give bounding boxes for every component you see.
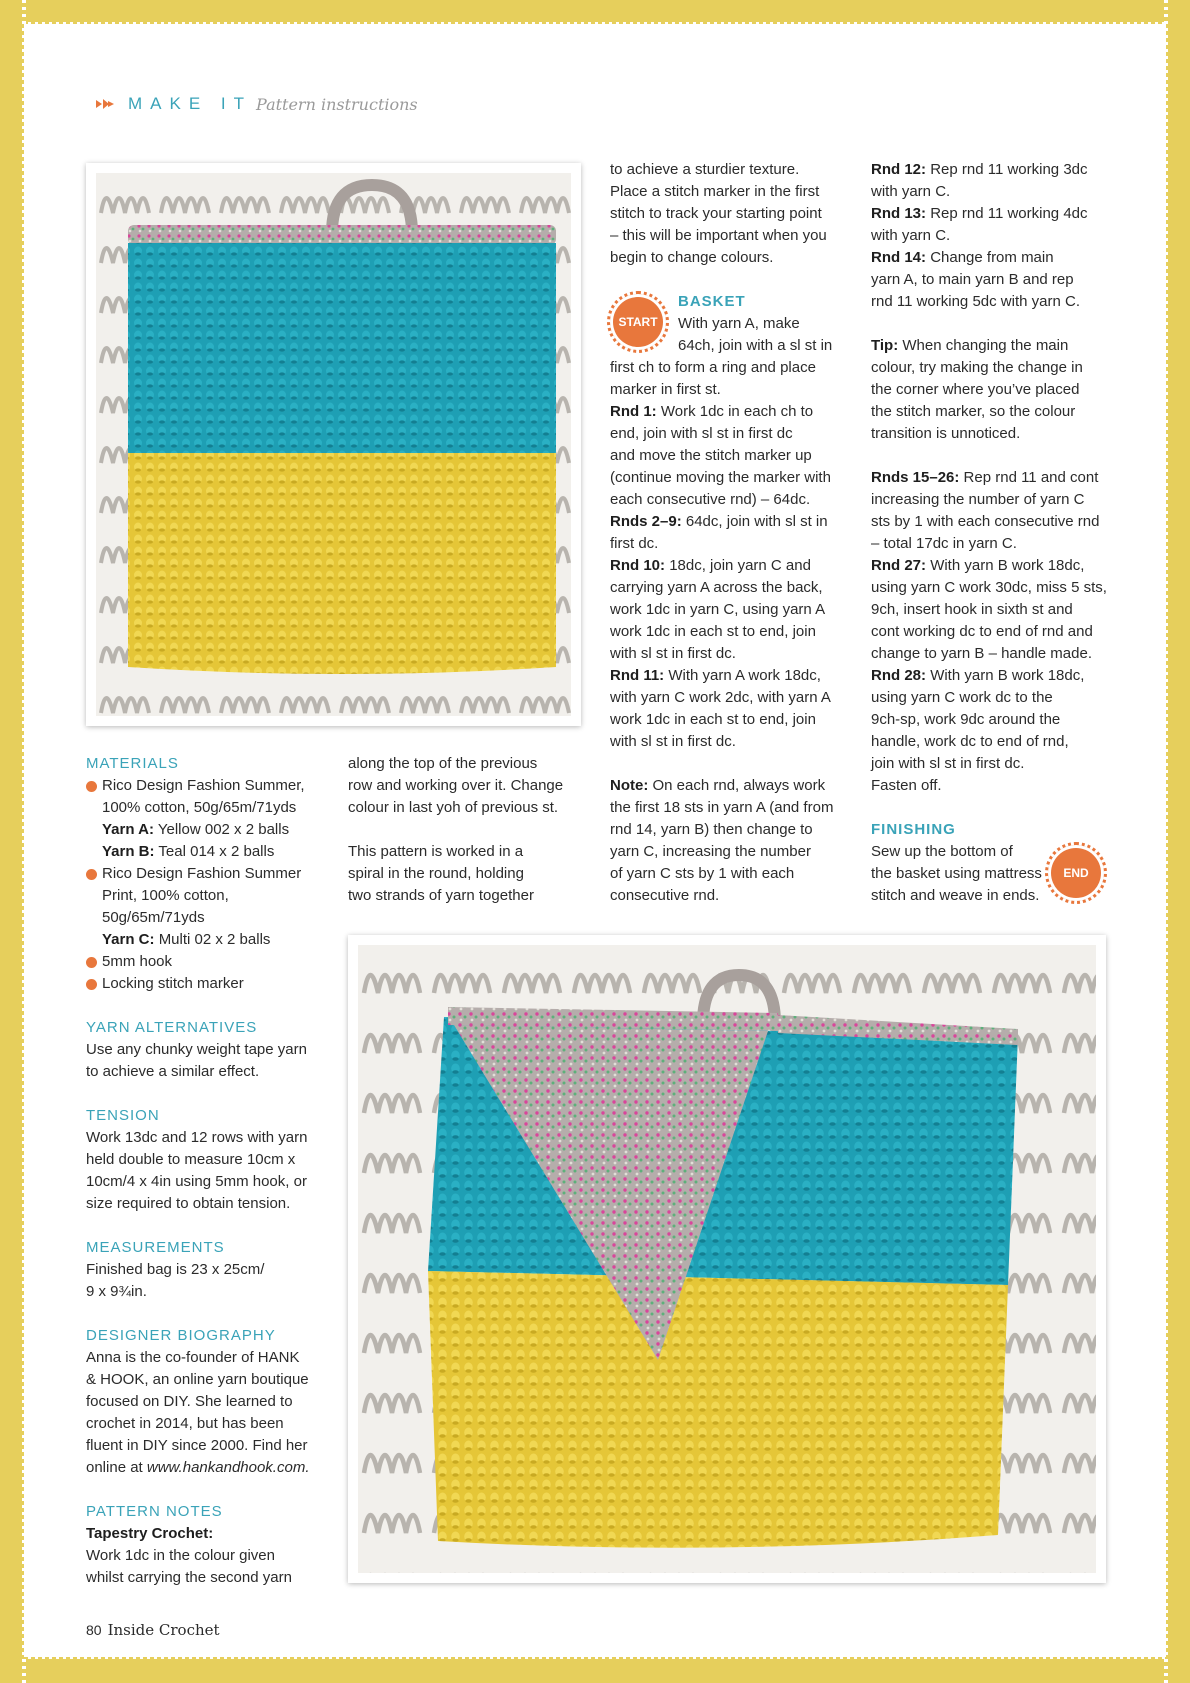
body-text: – this will be important when you [610, 227, 827, 244]
body-text: using yarn C work 30dc, miss 5 sts, [871, 579, 1107, 596]
material-text: Print, 100% cotton, [102, 887, 229, 904]
body-text: 9ch-sp, work 9dc around the [871, 711, 1061, 728]
page-border-right [1166, 0, 1190, 1683]
body-text: to achieve a sturdier texture. [610, 161, 800, 178]
body-text: join with sl st in first dc. [871, 755, 1025, 772]
material-item [86, 951, 326, 973]
pattern-notes-heading: PATTERN NOTES [86, 1503, 223, 1520]
body-text: Rep rnd 11 and cont [963, 469, 1099, 486]
round-label: Rnd 10: [610, 557, 666, 574]
body-text: to achieve a similar effect. [86, 1063, 260, 1080]
column-three [610, 159, 860, 907]
body-text: rnd 11 working 5dc with yarn C. [871, 293, 1080, 310]
body-text [86, 1457, 326, 1479]
body-text: the basket using mattress [871, 865, 1042, 882]
body-text: stitch and weave in ends. [871, 887, 1040, 904]
yarn-c-value: Multi 02 x 2 balls [158, 931, 271, 948]
body-text: with yarn C work 2dc, with yarn A [610, 689, 831, 706]
body-text: This pattern is worked in a [348, 843, 524, 860]
body-text: increasing the number of yarn C [871, 491, 1085, 508]
body-text: held double to measure 10cm x [86, 1151, 296, 1168]
body-text: whilst carrying the second yarn [86, 1569, 292, 1586]
column-two [348, 753, 588, 907]
yarn-a-line [102, 819, 326, 841]
section-title: MAKE IT [128, 94, 253, 113]
body-text: consecutive rnd. [610, 887, 720, 904]
round-label: Rnds 15–26: [871, 469, 960, 486]
column-four [871, 159, 1121, 907]
section-header [96, 94, 418, 114]
material-text: 5mm hook [102, 953, 173, 970]
page-number: 80 [86, 1622, 102, 1638]
material-text: Locking stitch marker [102, 975, 244, 992]
yarn-a-value: Yellow 002 x 2 balls [157, 821, 290, 838]
body-text: With yarn A, make [678, 315, 800, 332]
body-text: Fasten off. [871, 777, 942, 794]
body-text: first dc. [610, 535, 659, 552]
body-text: colour, try making the change in [871, 359, 1083, 376]
start-badge: START [610, 294, 666, 350]
body-text: row and working over it. Change [348, 777, 564, 794]
material-text: 100% cotton, 50g/65m/71yds [102, 799, 297, 816]
section-subtitle: Pattern instructions [256, 94, 418, 114]
basket-triangle-image [358, 945, 1096, 1573]
yarn-b-label: Yarn B: [102, 843, 155, 860]
double-arrow-icon [96, 97, 116, 111]
body-text: the stitch marker, so the colour [871, 403, 1076, 420]
body-text: stitch to track your starting point [610, 205, 822, 222]
magazine-name: Inside Crochet [107, 1621, 220, 1639]
body-text: 9ch, insert hook in sixth st and [871, 601, 1073, 618]
body-text: Rep rnd 11 working 4dc [930, 205, 1088, 222]
body-text: 64dc, join with sl st in [685, 513, 828, 530]
body-text: rnd 14, yarn B) then change to [610, 821, 813, 838]
body-text: (continue moving the marker with [610, 469, 831, 486]
body-text: work 1dc in yarn C, using yarn A [610, 601, 826, 618]
body-text: 64ch, join with a sl st in [678, 337, 833, 354]
basket-photo-bottom [348, 935, 1106, 1583]
body-text: size required to obtain tension. [86, 1195, 291, 1212]
note-label: Note: [610, 777, 649, 794]
website-link[interactable]: www.hankandhook.com. [146, 1459, 310, 1476]
body-text: On each rnd, always work [652, 777, 826, 794]
body-text: transition is unnoticed. [871, 425, 1021, 442]
body-text: with yarn C. [871, 183, 951, 200]
page-border-top [0, 0, 1190, 24]
body-text: the first 18 sts in yarn A (and from [610, 799, 834, 816]
body-text: Anna is the co-founder of HANK [86, 1349, 300, 1366]
round-label: Rnds 2–9: [610, 513, 682, 530]
material-text: Rico Design Fashion Summer [102, 865, 302, 882]
tip-label: Tip: [871, 337, 899, 354]
body-text: each consecutive rnd) – 64dc. [610, 491, 811, 508]
basket-photo-top [86, 163, 581, 726]
material-text: Rico Design Fashion Summer, [102, 777, 305, 794]
yarn-alternatives-heading: YARN ALTERNATIVES [86, 1019, 258, 1036]
round-label: Rnd 12: [871, 161, 927, 178]
body-text: handle, work dc to end of rnd, [871, 733, 1069, 750]
material-item [86, 863, 326, 951]
body-text: Use any chunky weight tape yarn [86, 1041, 307, 1058]
designer-biography-heading: DESIGNER BIOGRAPHY [86, 1327, 276, 1344]
body-text: work 1dc in each st to end, join [610, 623, 816, 640]
body-text: end, join with sl st in first dc [610, 425, 793, 442]
round-label: Rnd 28: [871, 667, 927, 684]
body-text: the corner where you’ve placed [871, 381, 1080, 398]
round-label: Rnd 27: [871, 557, 927, 574]
body-text: crochet in 2014, but has been [86, 1415, 284, 1432]
round-label: Rnd 1: [610, 403, 657, 420]
body-text: first ch to form a ring and place [610, 359, 816, 376]
body-text: begin to change colours. [610, 249, 774, 266]
body-text: 18dc, join yarn C and [669, 557, 811, 574]
body-text: focused on DIY. She learned to [86, 1393, 293, 1410]
body-text: with yarn C. [871, 227, 951, 244]
body-text: along the top of the previous [348, 755, 538, 772]
body-text: sts by 1 with each consecutive rnd [871, 513, 1100, 530]
yarn-c-line [102, 929, 326, 951]
body-text: with sl st in first dc. [610, 733, 736, 750]
material-item [86, 973, 326, 995]
body-text: colour in last yoh of previous st. [348, 799, 559, 816]
page-border-bottom [0, 1657, 1190, 1683]
material-item [86, 775, 326, 863]
body-text: spiral in the round, holding [348, 865, 524, 882]
body-text: and move the stitch marker up [610, 447, 812, 464]
body-text: two strands of yarn together [348, 887, 534, 904]
page-border-left [0, 0, 24, 1683]
basket-heading: BASKET [678, 293, 746, 310]
yarn-c-label: Yarn C: [102, 931, 155, 948]
materials-heading: MATERIALS [86, 755, 179, 772]
body-text: 9 x 9¾in. [86, 1283, 147, 1300]
body-text: Finished bag is 23 x 25cm/ [86, 1261, 265, 1278]
body-text: of yarn C sts by 1 with each [610, 865, 795, 882]
page-footer [86, 1621, 220, 1639]
body-text: fluent in DIY since 2000. Find her [86, 1437, 308, 1454]
body-text: marker in first st. [610, 381, 721, 398]
body-text: With yarn B work 18dc, [930, 557, 1085, 574]
body-text: Sew up the bottom of [871, 843, 1013, 860]
body-text: Place a stitch marker in the first [610, 183, 820, 200]
round-label: Rnd 14: [871, 249, 927, 266]
measurements-heading: MEASUREMENTS [86, 1239, 225, 1256]
body-text: using yarn C work dc to the [871, 689, 1053, 706]
finishing-heading: FINISHING [871, 821, 956, 838]
yarn-b-line [102, 841, 326, 863]
body-text: & HOOK, an online yarn boutique [86, 1371, 309, 1388]
body-text: Change from main [930, 249, 1054, 266]
body-text: yarn A, to main yarn B and rep [871, 271, 1074, 288]
body-text: With yarn A work 18dc, [668, 667, 821, 684]
body-text: yarn C, increasing the number [610, 843, 811, 860]
body-text: carrying yarn A across the back, [610, 579, 823, 596]
left-column [86, 753, 326, 1589]
yarn-a-label: Yarn A: [102, 821, 154, 838]
body-text: with sl st in first dc. [610, 645, 736, 662]
body-text: Work 1dc in each ch to [660, 403, 814, 420]
basket-image [96, 173, 571, 716]
body-text: Work 1dc in the colour given [86, 1547, 275, 1564]
body-text: Rep rnd 11 working 3dc [930, 161, 1088, 178]
body-text: With yarn B work 18dc, [930, 667, 1085, 684]
notes-subheading: Tapestry Crochet: [86, 1525, 214, 1542]
body-text: cont working dc to end of rnd and [871, 623, 1093, 640]
round-label: Rnd 13: [871, 205, 927, 222]
material-text: 50g/65m/71yds [102, 909, 205, 926]
tension-heading: TENSION [86, 1107, 160, 1124]
body-text: – total 17dc in yarn C. [871, 535, 1017, 552]
body-text: When changing the main [902, 337, 1069, 354]
body-text: 10cm/4 x 4in using 5mm hook, or [86, 1173, 307, 1190]
body-text: work 1dc in each st to end, join [610, 711, 816, 728]
round-label: Rnd 11: [610, 667, 665, 684]
body-text: Work 13dc and 12 rows with yarn [86, 1129, 308, 1146]
yarn-b-value: Teal 014 x 2 balls [158, 843, 275, 860]
body-text: online at [86, 1459, 147, 1476]
body-text: change to yarn B – handle made. [871, 645, 1092, 662]
end-badge: END [1048, 845, 1104, 901]
